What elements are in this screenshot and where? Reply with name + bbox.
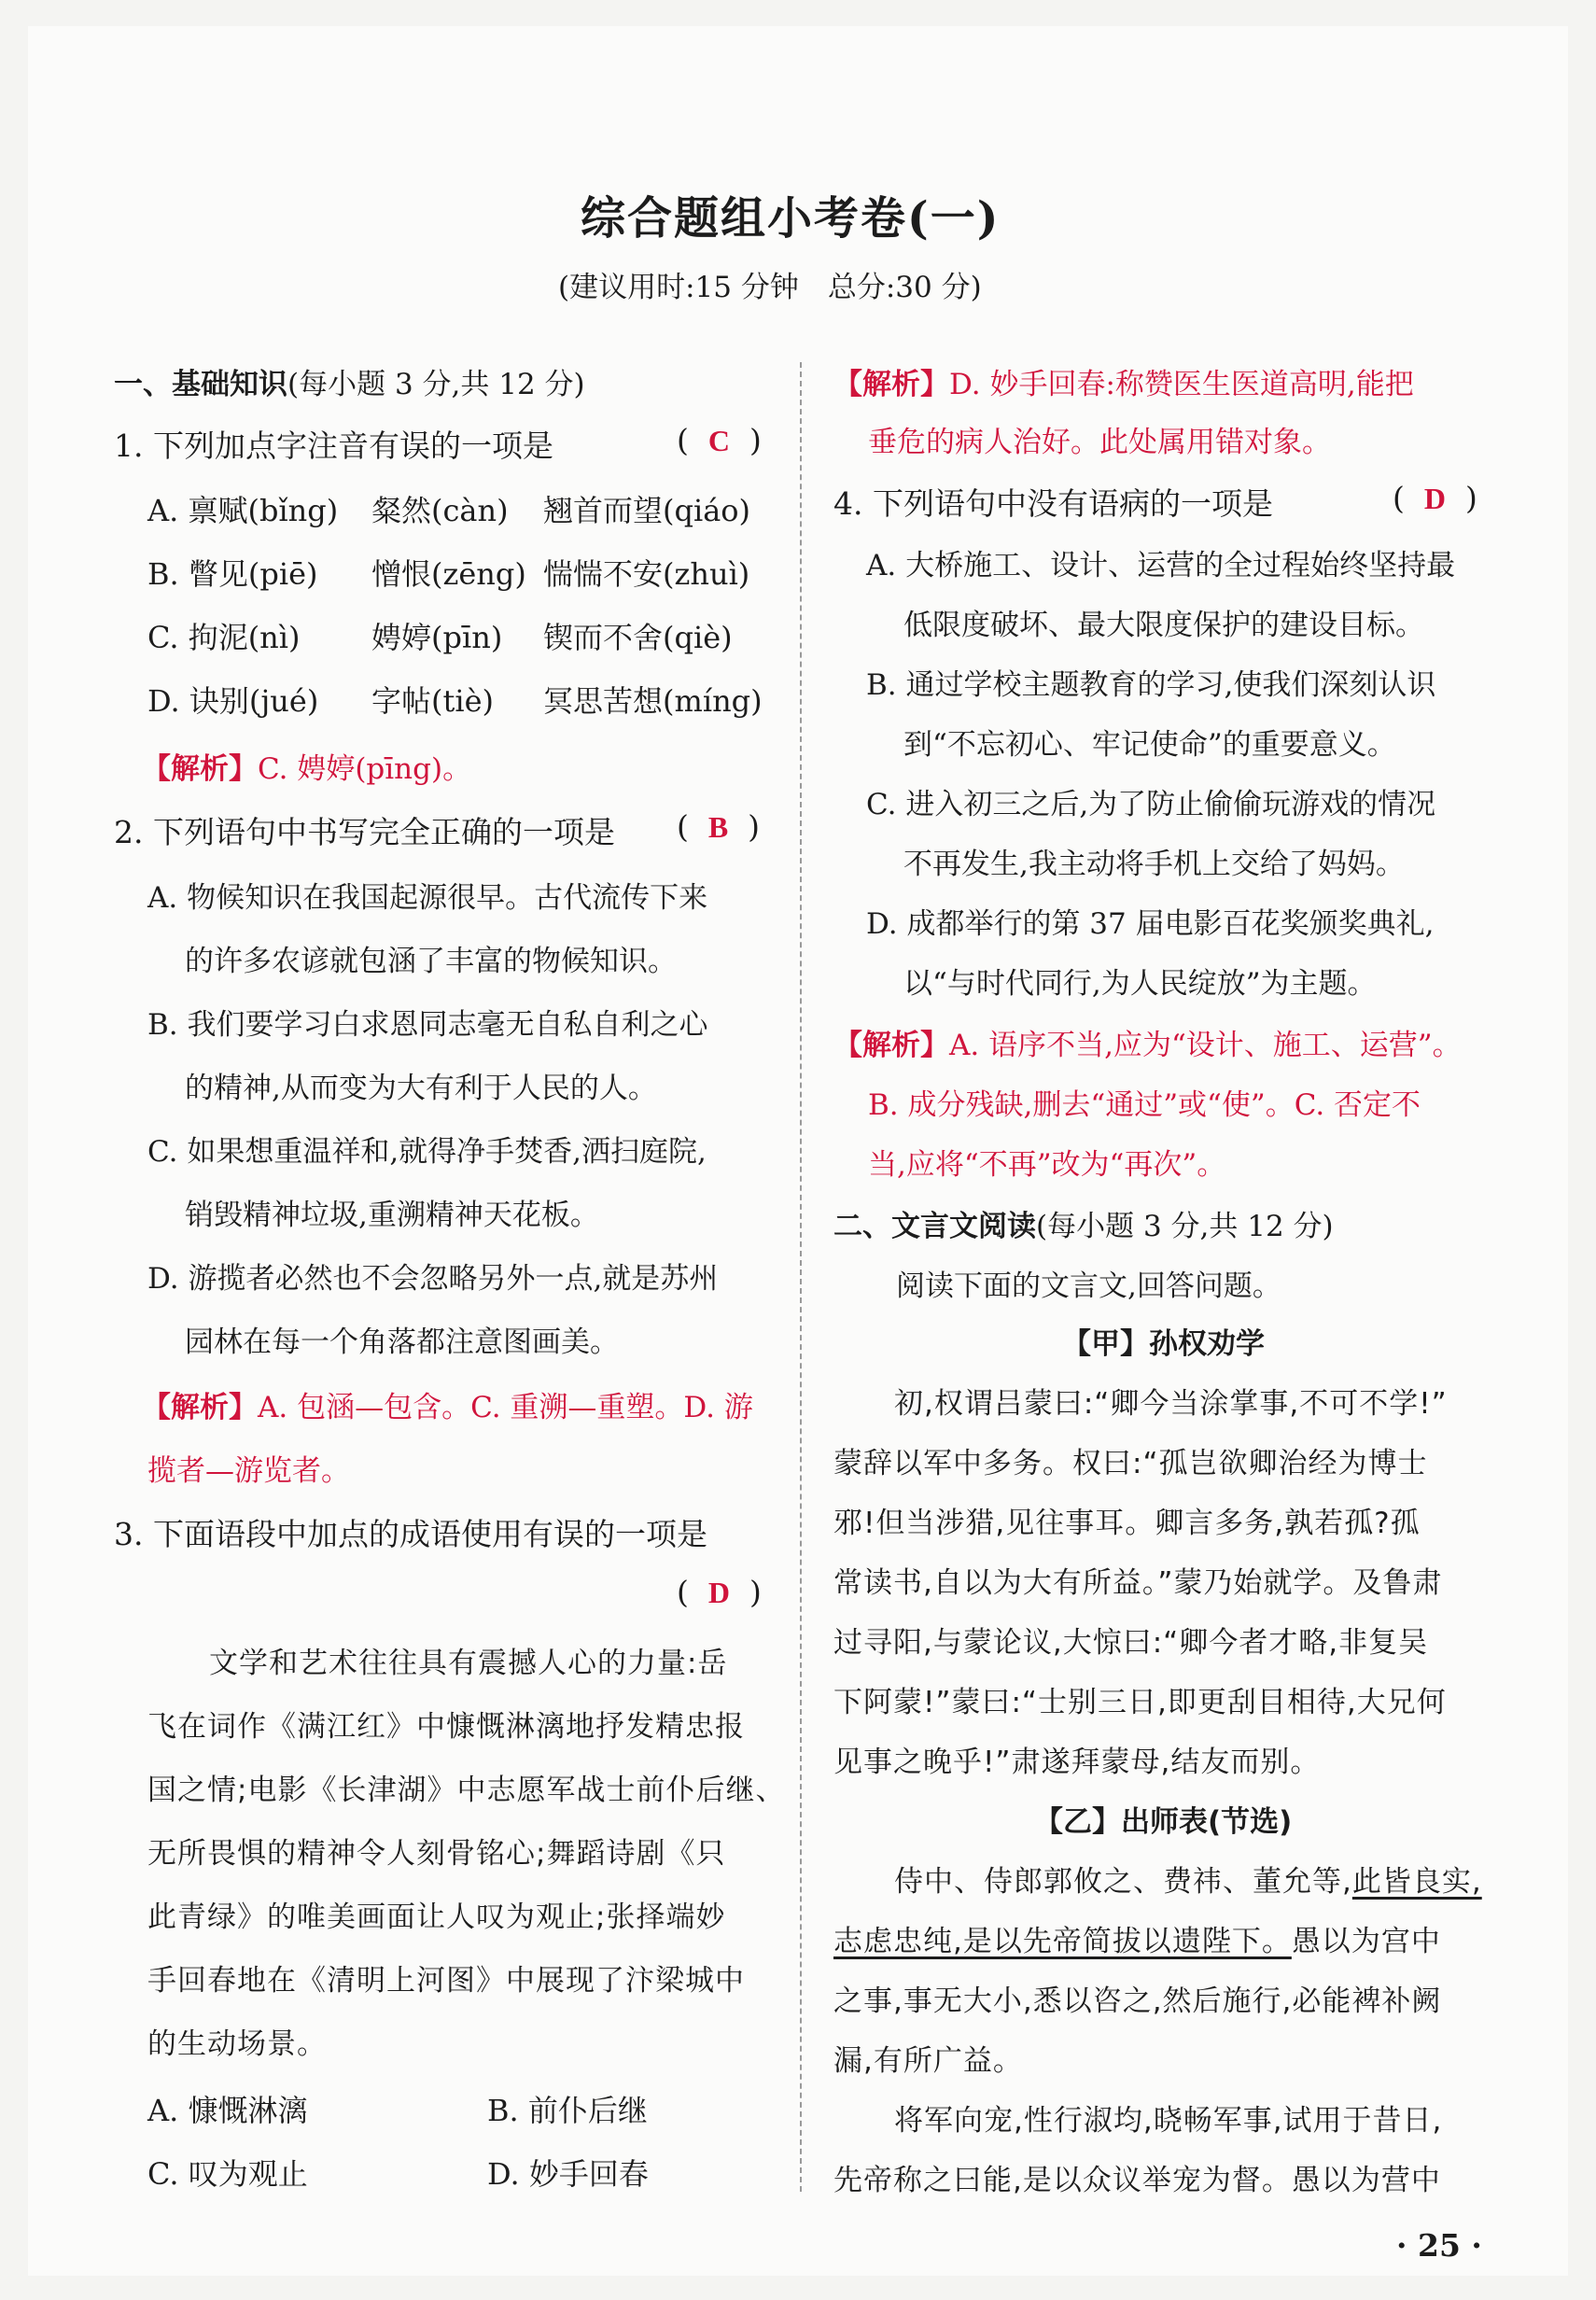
q2-analysis: 【解析】A. 包涵—包含。C. 重溯—重塑。D. 游 <box>142 1391 753 1424</box>
q4-analysis-cont: B. 成分残缺,删去“通过”或“使”。C. 否定不 <box>868 1088 1421 1122</box>
q3-passage-line: 手回春地在《清明上河图》中展现了汴梁城中 <box>147 1964 745 1998</box>
q4-line: A. 大桥施工、设计、运营的全过程始终坚持最 <box>866 549 1456 582</box>
q2-line: A. 物候知识在我国起源很早。古代流传下来 <box>147 881 708 915</box>
q2-line: D. 游揽者必然也不会忽略另外一点,就是苏州 <box>147 1262 719 1296</box>
q1-option-c-3: 锲而不舍(qiè) <box>543 620 733 655</box>
yi-line: 侍中、侍郎郭攸之、费祎、董允等,此皆良实, <box>894 1865 1482 1899</box>
q3-analysis: 【解析】D. 妙手回春:称赞医生医道高明,能把 <box>833 368 1414 401</box>
yi-title: 【乙】出师表(节选) <box>1034 1805 1293 1839</box>
q4-line: 到“不忘初心、牢记使命”的重要意义。 <box>903 728 1396 762</box>
column-divider <box>800 362 802 2192</box>
q2-line: 的精神,从而变为大有利于人民的人。 <box>185 1072 657 1105</box>
jia-line: 常读书,自以为大有所益。”蒙乃始就学。及鲁肃 <box>833 1566 1443 1600</box>
section1-heading: 一、基础知识(每小题 3 分,共 12 分) <box>114 368 585 401</box>
yi-line: 漏,有所广益。 <box>833 2044 1023 2078</box>
page-subtitle: (建议用时:15 分钟 总分:30 分) <box>558 271 982 304</box>
q3-answer: ( D ) <box>677 1574 762 1610</box>
q1-option-d-2: 字帖(tiè) <box>371 683 495 719</box>
q1-option-b-2: 憎恨(zēng) <box>371 556 526 592</box>
q1-answer: ( C ) <box>677 422 762 458</box>
section2-instruction: 阅读下面的文言文,回答问题。 <box>896 1269 1281 1303</box>
q1-analysis: 【解析】C. 娉婷(pīng)。 <box>142 752 472 786</box>
q1-option-a-2: 粲然(càn) <box>371 493 509 528</box>
q4-stem: 4. 下列语句中没有语病的一项是 <box>833 485 1273 522</box>
q4-answer: ( D ) <box>1393 480 1477 516</box>
q3-analysis-cont: 垂危的病人治好。此处属用错对象。 <box>868 426 1331 459</box>
q2-analysis-cont: 揽者—游览者。 <box>147 1454 350 1488</box>
q3-passage-line: 国之情;电影《长津湖》中志愿军战士前仆后继、 <box>147 1774 786 1807</box>
q1-stem: 1. 下列加点字注音有误的一项是 <box>114 428 553 464</box>
section2-heading: 二、文言文阅读(每小题 3 分,共 12 分) <box>833 1210 1334 1243</box>
q1-option-a-1: A. 禀赋(bǐng) <box>147 493 339 528</box>
q4-line: D. 成都举行的第 37 届电影百花奖颁奖典礼, <box>866 907 1435 941</box>
q2-stem: 2. 下列语句中书写完全正确的一项是 <box>114 814 615 850</box>
q2-line: 园林在每一个角落都注意图画美。 <box>185 1325 619 1359</box>
q1-option-a-3: 翘首而望(qiáo) <box>543 493 751 528</box>
q3-passage-line: 的生动场景。 <box>147 2027 327 2061</box>
q3-passage-line: 文学和艺术往往具有震撼人心的力量:岳 <box>209 1647 728 1680</box>
q4-analysis-cont: 当,应将“不再”改为“再次”。 <box>868 1148 1226 1182</box>
q1-option-d-1: D. 诀别(jué) <box>147 683 319 719</box>
q1-option-c-2: 娉婷(pīn) <box>371 620 503 655</box>
q3-option-b: B. 前仆后继 <box>487 2093 648 2128</box>
page-number: · 25 · <box>1396 2227 1482 2264</box>
q4-line: 以“与时代同行,为人民绽放”为主题。 <box>903 967 1377 1001</box>
q1-option-b-3: 惴惴不安(zhuì) <box>543 556 750 592</box>
yi-line: 之事,事无大小,悉以咨之,然后施行,必能裨补阙 <box>833 1984 1442 2018</box>
q4-line: 不再发生,我主动将手机上交给了妈妈。 <box>903 848 1405 881</box>
q3-passage-line: 无所畏惧的精神令人刻骨铭心;舞蹈诗剧《只 <box>147 1837 726 1871</box>
q2-line: B. 我们要学习白求恩同志毫无自私自利之心 <box>147 1008 708 1042</box>
q2-line: 销毁精神垃圾,重溯精神天花板。 <box>185 1199 599 1232</box>
jia-line: 下阿蒙!”蒙曰:“士别三日,即更刮目相待,大兄何 <box>833 1686 1447 1719</box>
q4-analysis: 【解析】A. 语序不当,应为“设计、施工、运营”。 <box>833 1029 1462 1062</box>
q2-answer: ( B ) <box>677 808 761 845</box>
q4-line: 低限度破坏、最大限度保护的建设目标。 <box>903 609 1424 642</box>
q3-passage-line: 此青绿》的唯美画面让人叹为观止;张择端妙 <box>147 1900 726 1934</box>
q2-line: 的许多农谚就包涵了丰富的物候知识。 <box>185 945 677 978</box>
q3-passage-line: 飞在词作《满江红》中慷慨淋漓地抒发精忠报 <box>147 1710 745 1744</box>
yi-line: 志虑忠纯,是以先帝简拔以遗陛下。愚以为宫中 <box>833 1925 1441 1958</box>
q1-option-d-3: 冥思苦想(míng) <box>543 683 763 719</box>
q2-line: C. 如果想重温祥和,就得净手焚香,洒扫庭院, <box>147 1135 707 1169</box>
yi-line: 将军向宠,性行淑均,晓畅军事,试用于昔日, <box>894 2104 1443 2138</box>
yi-line: 先帝称之曰能,是以众议举宠为督。愚以为营中 <box>833 2164 1441 2197</box>
q1-option-c-1: C. 拘泥(nì) <box>147 620 301 655</box>
q4-line: B. 通过学校主题教育的学习,使我们深刻认识 <box>866 668 1436 702</box>
q3-option-a: A. 慷慨淋漓 <box>147 2093 308 2128</box>
q1-option-b-1: B. 瞥见(piē) <box>147 556 318 592</box>
jia-line: 过寻阳,与蒙论议,大惊曰:“卿今者才略,非复吴 <box>833 1626 1429 1660</box>
jia-line: 初,权谓吕蒙曰:“卿今当涂掌事,不可不学!” <box>894 1387 1448 1421</box>
page-title: 综合题组小考卷(一) <box>581 192 1001 245</box>
jia-line: 邪!但当涉猎,见往事耳。卿言多务,孰若孤?孤 <box>833 1507 1421 1540</box>
q4-line: C. 进入初三之后,为了防止偷偷玩游戏的情况 <box>866 788 1436 821</box>
jia-line: 蒙辞以军中多务。权曰:“孤岂欲卿治经为博士 <box>833 1447 1428 1480</box>
jia-title: 【甲】孙权劝学 <box>1062 1327 1265 1361</box>
q3-option-d: D. 妙手回春 <box>487 2156 649 2192</box>
jia-line: 见事之晚乎!”肃遂拜蒙母,结友而别。 <box>833 1746 1321 1779</box>
q3-option-c: C. 叹为观止 <box>147 2156 308 2192</box>
q3-stem: 3. 下面语段中加点的成语使用有误的一项是 <box>114 1516 707 1552</box>
